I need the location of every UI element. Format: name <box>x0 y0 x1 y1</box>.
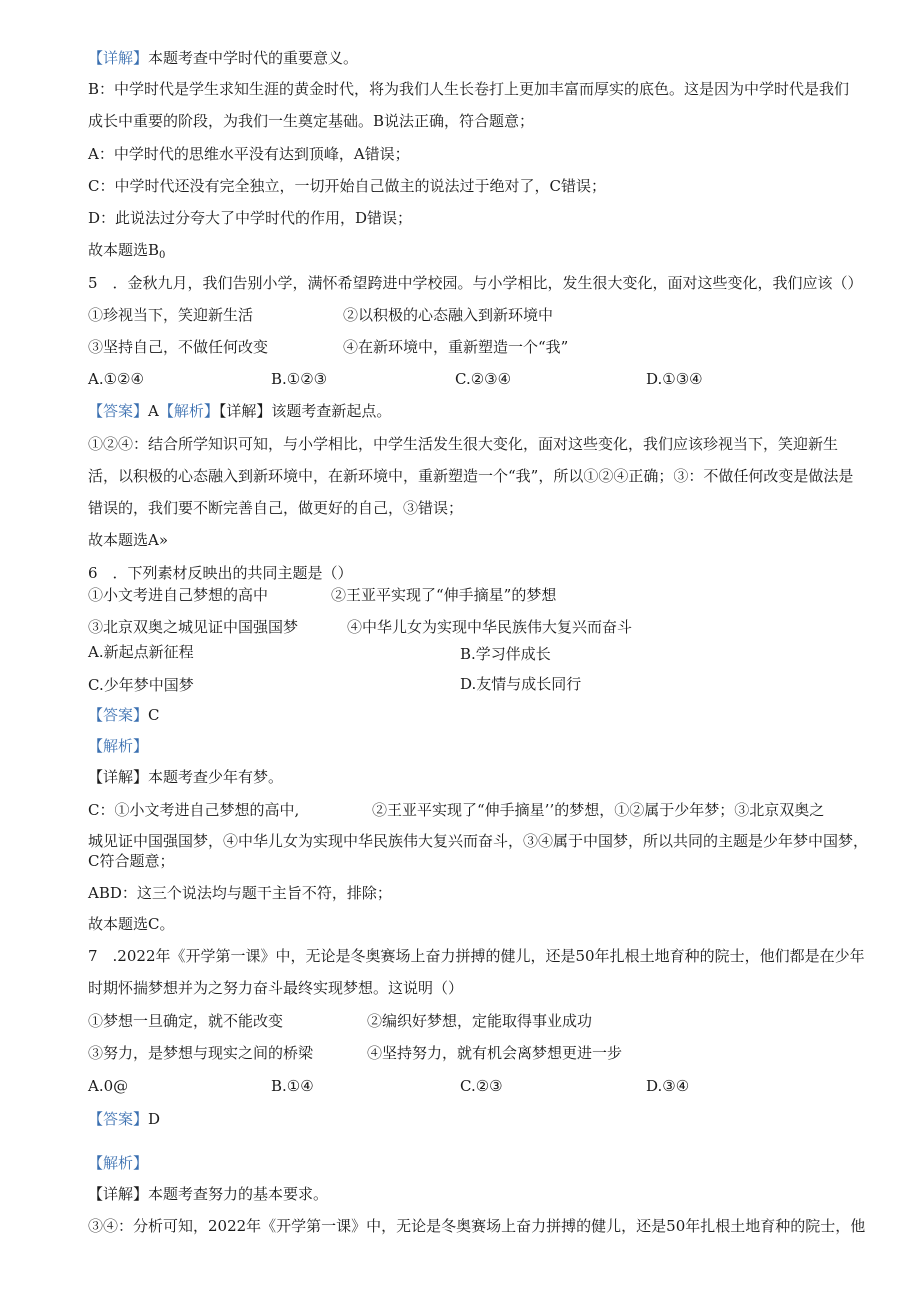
statement-item: ①珍视当下，笑迎新生活 <box>88 306 254 324</box>
question-stem: 7 .2022年《开学第一课》中，无论是冬奥赛场上奋力拼搏的健儿，还是50年扎根土地育种的院士，他们都是在少年 <box>88 947 865 965</box>
explanation-part: C：①小文考进自己梦想的高中, <box>88 801 300 819</box>
option-c: C.少年梦中国梦 <box>88 676 194 694</box>
explanation-line: ABD：这三个说法均与题干主旨不符，排除； <box>88 884 392 902</box>
explanation-line: 城见证中国强国梦，④中华儿女为实现中华民族伟大复兴而奋斗，③④属于中国梦，所以共同的主题是少年梦中国梦， <box>88 832 869 850</box>
explanation-line: 成长中重要的阶段，为我们一生奠定基础。B说法正确，符合题意； <box>88 112 535 130</box>
answer-value: D <box>148 1110 161 1128</box>
option-b: B.①②③ <box>271 370 328 388</box>
conclusion-text: 故本题选B <box>88 241 160 259</box>
statement-item: ③坚持自己，不做任何改变 <box>88 338 269 356</box>
detail-text: 该题考查新起点。 <box>271 402 392 420</box>
analysis-tag: 【解析】 <box>88 1154 149 1172</box>
statement-item: ①小文考进自己梦想的高中 <box>88 586 269 604</box>
explanation-line: B：中学时代是学生求知生涯的黄金时代，将为我们人生长卷打上更加丰富而厚实的底色。这是因为中学时代是我们 <box>88 80 850 98</box>
explanation-line: C：中学时代还没有完全独立，一切开始自己做主的说法过于绝对了，C错误； <box>88 177 606 195</box>
analysis-tag: 【解析】 <box>88 737 149 755</box>
conclusion-line: 故本题选A» <box>88 531 169 549</box>
option-d: D.①③④ <box>646 370 703 388</box>
statement-item: ③北京双奥之城见证中国强国梦 <box>88 618 299 636</box>
option-b: B.①④ <box>271 1077 314 1095</box>
option-d: D.③④ <box>646 1077 690 1095</box>
statement-item: ④坚持努力，就有机会离梦想更进一步 <box>367 1044 623 1062</box>
option-c: C.②③ <box>460 1077 503 1095</box>
answer-value: C <box>148 706 160 724</box>
detail-text: 本题考查努力的基本要求。 <box>148 1185 329 1203</box>
conclusion-line: 故本题选C。 <box>88 915 175 933</box>
detail-tag: 【详解】 <box>218 402 272 420</box>
option-a: A.0@ <box>88 1077 129 1095</box>
statement-item: ②以积极的心态融入到新环境中 <box>343 306 554 324</box>
explanation-line: ③④：分析可知，2022年《开学第一课》中，无论是冬奥赛场上奋力拼搏的健儿，还是50年扎根土地育种的院士，他 <box>88 1217 866 1235</box>
detail-text: 本题考查中学时代的重要意义。 <box>148 49 359 67</box>
detail-tag: 【详解】 <box>88 49 149 67</box>
statement-item: ④在新环境中，重新塑造一个“我” <box>343 338 569 356</box>
conclusion-subscript: 0 <box>159 250 166 261</box>
question-stem: 6 ．下列素材反映出的共同主题是（） <box>88 564 353 582</box>
answer-line <box>88 705 160 725</box>
answer-tag: 【答案】 <box>88 402 149 420</box>
explanation-line: C符合题意； <box>88 852 175 870</box>
option-b: B.学习伴成长 <box>460 645 551 663</box>
question-stem: 5 ．金秋九月，我们告别小学，满怀希望跨进中学校园。与小学相比，发生很大变化，面对这些变化，我们应该（） <box>88 274 863 292</box>
explanation-line: 活，以积极的心态融入到新环境中，在新环境中，重新塑造一个“我”，所以①②④正确；③：不做任何改变是做法是 <box>88 467 854 485</box>
option-a: A.①②④ <box>88 370 144 388</box>
detail-line <box>88 767 283 787</box>
answer-tag: 【答案】 <box>88 706 149 724</box>
detail-line <box>88 48 358 68</box>
explanation-line: D：此说法过分夸大了中学时代的作用，D错误； <box>88 209 413 227</box>
analysis-tag: 【解析】 <box>158 402 219 420</box>
answer-line <box>88 1109 160 1129</box>
answer-value: A <box>148 402 159 420</box>
detail-line <box>88 1184 328 1204</box>
explanation-line: A：中学时代的思维水平没有达到顶峰，A错误； <box>88 145 410 163</box>
option-a: A.新起点新征程 <box>88 643 194 661</box>
statement-item: ③努力，是梦想与现实之间的桥梁 <box>88 1044 314 1062</box>
explanation-line: ①②④：结合所学知识可知，与小学相比，中学生活发生很大变化，面对这些变化，我们应该珍视当下，笑迎新生 <box>88 435 839 453</box>
statement-item: ④中华儿女为实现中华民族伟大复兴而奋斗 <box>347 618 633 636</box>
explanation-line: 错误的，我们要不断完善自己，做更好的自己，③错误； <box>88 499 464 517</box>
detail-tag: 【详解】 <box>88 1185 149 1203</box>
statement-item: ①梦想一旦确定，就不能改变 <box>88 1012 284 1030</box>
option-d: D.友情与成长同行 <box>460 675 582 693</box>
detail-tag: 【详解】 <box>88 768 149 786</box>
answer-line <box>88 401 391 421</box>
question-stem: 时期怀揣梦想并为之努力奋斗最终实现梦想。这说明（） <box>88 979 464 997</box>
option-c: C.②③④ <box>455 370 512 388</box>
statement-item: ②编织好梦想，定能取得事业成功 <box>367 1012 593 1030</box>
statement-item: ②王亚平实现了“伸手摘星”的梦想 <box>331 586 557 604</box>
explanation-part: ②王亚平实现了“伸手摘星’’的梦想，①②属于少年梦；③北京双奥之 <box>372 801 825 819</box>
detail-text: 本题考查少年有梦。 <box>148 768 284 786</box>
conclusion-line <box>88 240 165 266</box>
answer-tag: 【答案】 <box>88 1110 149 1128</box>
